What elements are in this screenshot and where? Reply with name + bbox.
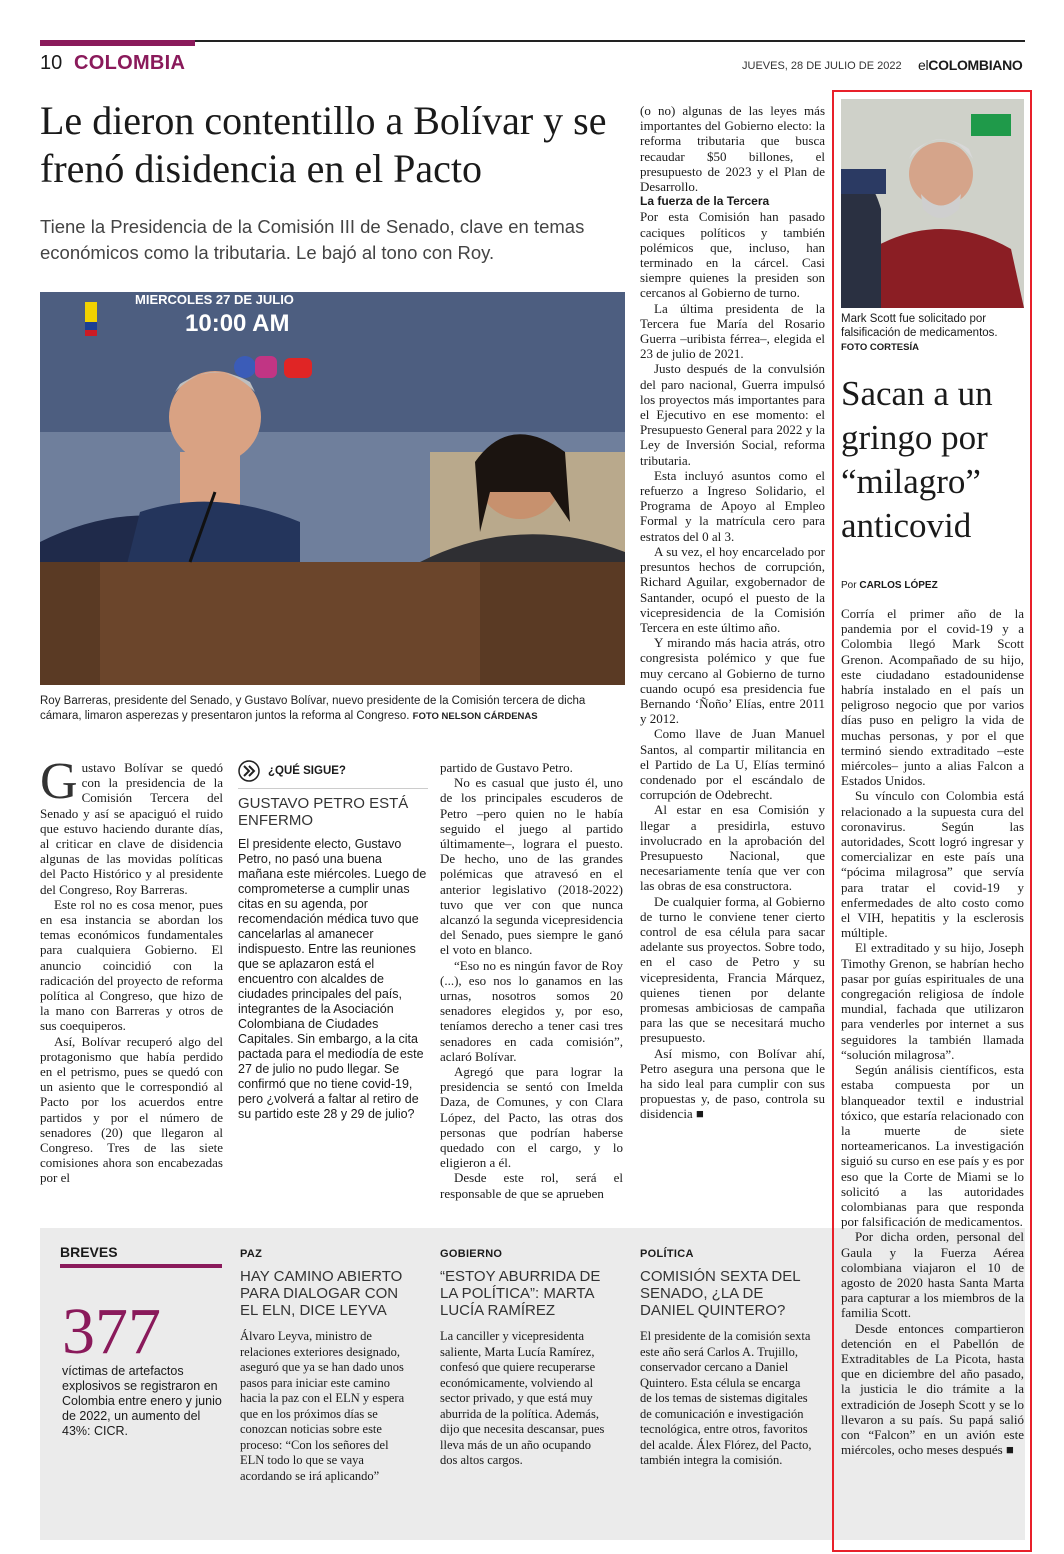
main-photo-caption: Roy Barreras, presidente del Senado, y Gustavo Bolívar, nuevo presidente de la Comisión tercera de dicha cámara, limaron asperezas y presentaron juntos la reforma al Congreso. FOTO NELSON CÁRDENAS — [40, 695, 586, 722]
sidebar-label: ¿QUÉ SIGUE? — [268, 765, 346, 777]
side-headline: Sacan a un gringo por “milagro” anticovid — [841, 374, 993, 545]
breve-paz: PAZ HAY CAMINO ABIERTO PARA DIALOGAR CON EL ELN, DICE LEYVA Álvaro Leyva, ministro de relaciones exteriores designado, aseguró que ya se han dado unos pasos para iniciar este camino hacia la paz con el ELN y espera que en los próximos días se conozcan noticias sobre este proceso: “Con los señores del ELN todo lo que se vaya acordando se irá aplicando” — [240, 1248, 405, 1483]
section-name: COLOMBIA — [74, 52, 186, 74]
breves-big-number-text: víctimas de artefactos explosivos se registraron en Colombia entre enero y junio de 2022, un aumento del 43%: CICR. — [62, 1364, 222, 1438]
photo-illustration — [40, 292, 625, 685]
side-story-body: Corría el primer año de la pandemia por el covid-19 y a Colombia llegó Mark Scott Grenon. Acompañado de su hijo, este ciudadano estadounidense habría instalado en el país un peligroso negocio que por varios días puso en peligro la vida de muchas personas, y por el que terminó siendo extraditado –este miércoles– junto a alias Falcon a Estados Unidos. Su vínculo con Colombia está relacionado a la supuesta cura del coronavirus. Según las autoridades, Scott logró ingresar y comercializar en este país una “pócima milagrosa” que servía para tratar el covid-19 y enfermedades de alto costo como el VIH, hepatitis y la esclerosis múltiple. El extraditado y su hijo, Joseph Timothy Grenon, se habrían hecho pasar por guías espirituales de una congregación religiosa de índole mundial, fachada que utilizaron para venderles por internet a sus seguidores la también llamada “solución milagrosa”. Según análisis científicos, esta estaba compuesta por un blanqueador textil e industrial tóxico, que estaría relacionado con la muerte de siete norteamericanos. La investigación siguió su curso en ese país y es por eso que la Corte de Miami se lo solicitó a las autoridades colombianas para que responda por falsificación de medicamentos. Por dicha orden, personal del Gaula y la Fuerza Aérea colombiana viajaron el 10 de agosto de 2020 hasta Santa Marta para capturar a los miembros de la familia Scott. Desde entonces compartieron detención en el Pabellón de Extraditables de La Picota, hasta que en diciembre del año pasado, la justicia le dio trámite a la extradición de Joseph Scott y se lo llevaron a su país. Su papá salió con “Falcon” en un avión este miércoles, ocho meses después ■ — [841, 606, 1024, 1458]
main-deck: Tiene la Presidencia de la Comisión III de Senado, clave en temas económicos como la tributaria. Le bajó al tono con Roy. — [40, 216, 585, 263]
que-sigue-sidebar — [238, 760, 428, 1122]
col4-subhead: La fuerza de la Tercera — [640, 194, 770, 209]
main-photo — [40, 292, 625, 685]
section-accent-bar — [40, 40, 195, 46]
screen-time-text: 10:00 AM — [185, 310, 290, 337]
breve-politica: POLÍTICA COMISIÓN SEXTA DEL SENADO, ¿LA DE DANIEL QUINTERO? El presidente de la comisión sexta este año será Carlos A. Trujillo, conservador cercano a Daniel Quintero. Esta célula se encarga de los temas de sistemas digitales de comunicación e investigación tecnológica, entre otros, favoritos del acalde. Álex Flórez, del Pacto, también integra la comisión. — [640, 1248, 812, 1467]
main-photo-credit: FOTO NELSON CÁRDENAS — [412, 711, 538, 722]
side-byline: Por CARLOS LÓPEZ — [841, 580, 938, 591]
main-body-column-1: Gustavo Bolívar se quedó con la presidencia de la Comisión Tercera del Senado y así se apaciguó el ruido que estuvo haciendo durante días, al criticar en clave de disidencia algunas de las movidas políticas del Pacto Histórico y al presidente del Congreso, Roy Barreras. Este rol no es cosa menor, pues en esa instancia se abordan los temas económicos fundamentales para cualquiera Gobierno. El anuncio coincidió con la radicación del proyecto de reforma política al Congreso, que hizo de la mano con Barreras y otros de sus coequiperos. Así, Bolívar recuperó algo del protagonismo que había perdido en el petrismo, pues se quedó con un asiento que le correspondió al Pacto por los acuerdos entre partidos y por el número de senadores (20) que llegaron al Congreso. Tres de las siete comisiones ahora son encabezadas por el — [40, 753, 223, 1186]
main-headline: Le dieron contentillo a Bolívar y se frenó disidencia en el Pacto — [40, 98, 607, 191]
side-photo — [841, 99, 1024, 308]
main-body-column-4: (o no) algunas de las leyes más importantes del Gobierno electo: la reforma tributaria que busca recaudar $50 billones, el presupuesto de 2023 y el Plan de Desarrollo. La fuerza de la Tercera Por esta Comisión han pasado caciques políticos y también polémicos que, incluso, han terminado en la cárcel. Casi siempre quienes la presiden son cercanos al Gobierno de turno. La última presidenta de la Tercera fue María del Rosario Guerra –uribista férrea–, elegida el 23 de julio de 2021. Justo después de la convulsión del paro nacional, Guerra impulsó los proyectos más importantes para el Ejecutivo en ese momento: el Presupuesto General para 2022 y la Ley de Inversión Social, reforma tributaria. Esta incluyó asuntos como el refuerzo a Ingreso Solidario, el Programa de Apoyo al Empleo Formal y la matrícula cero para estratos del 0 al 3. A su vez, el hoy encarcelado por presuntos hechos de corrupción, Richard Aguilar, exgobernador de Santander, ocupó el puesto de la vicepresidencia de la Comisión Tercera en este último año. Y mirando más hacia atrás, otro congresista polémico y que fue muy cercano al Gobierno de turno cuando ocupó esa presidencia fue Bernando ‘Ñoño’ Elías, entre 2011 y 2012. Como llave de Juan Manuel Santos, al compartir militancia en el Partido de La U, Elías terminó condenado por el escándalo de corrupción de Odebrecht. Al estar en esa Comisión y llegar a presidirla, estuvo involucrado en la aprobación del Presupuesto Nacional, que necesariamente tenía que ver con las obras de esa constructora. De cualquier forma, al Gobierno de turno le conviene tener cierto control de esa célula para sacar adelante sus proyectos. Sobre todo, en el caso de Petro y su vicepresidenta, Francia Márquez, quienes tienen por delante promesas ambiciosas de campaña para las que se necesitará mucho presupuesto. Así mismo, con Bolívar ahí, Petro asegura una persona que le ha sido leal para cumplir con sus propuestas y, de paso, controla su disidencia ■ — [640, 103, 825, 1122]
side-photo-credit: FOTO CORTESÍA — [841, 342, 919, 353]
breves-accent — [60, 1264, 222, 1268]
newspaper-logo: elCOLOMBIANO — [918, 57, 1023, 73]
screen-date-text: MIERCOLES 27 DE JULIO — [135, 292, 294, 307]
breves-label: BREVES — [60, 1244, 118, 1260]
main-body-column-3: partido de Gustavo Petro. No es casual que justo él, uno de los principales escuderos de Petro –pero quien no le había seguido el juego al partido últimamente–, lograra el puesto. De hecho, uno de las grandes polémicas que atravesó en el anterior legislativo (2018-2022) tuvo que ver con que nunca alcanzó la segunda vicepresidencia del Senado, pues siempre le ganó el voto en blanco. “Eso no es ningún favor de Roy (...), eso nos lo ganamos en las urnas, nosotros somos 20 senadores elegidos y, por eso, teníamos derecho a tener casi tres senadores en cada comisión”, aclaró Bolívar. Agregó que para lograr la presidencia se sentó con Imelda Daza, de Comunes, y con Clara López, del Pacto, las otras dos personas que podrían haberse quedado con el cargo, y lo eligieron a él. Desde este rol, será el responsable de que se aprueben — [440, 760, 623, 1201]
page-number: 10 — [40, 52, 63, 74]
drop-cap: G — [40, 753, 78, 810]
breves-big-number: 377 — [62, 1295, 161, 1368]
side-photo-caption: Mark Scott fue solicitado por falsificación de medicamentos. FOTO CORTESÍA — [841, 313, 998, 353]
double-chevron-icon — [238, 760, 260, 782]
issue-date: JUEVES, 28 DE JULIO DE 2022 — [742, 60, 902, 72]
sidebar-headline: GUSTAVO PETRO ESTÁ ENFERMO — [238, 788, 428, 829]
side-photo-illustration — [841, 99, 1024, 308]
breve-gobierno: GOBIERNO “ESTOY ABURRIDA DE LA POLÍTICA”: MARTA LUCÍA RAMÍREZ La canciller y vicepresidenta saliente, Marta Lucía Ramírez, confesó que quiere recuperarse económicamente, volviendo al sector privado, y que está muy aburrida de la política. Además, dijo que necesita descansar, pues lleva más de un año ocupando dos altos cargos. — [440, 1248, 605, 1467]
sidebar-body: El presidente electo, Gustavo Petro, no pasó una buena mañana este miércoles. Luego de comprometerse a cumplir unas citas en su agenda, por recomendación médica tuvo que cancelarlas al amanecer indispuesto. Entre las reuniones que se aplazaron está el encuentro con alcaldes de ciudades principales del país, integrantes de la Asociación Colombiana de Ciudades Capitales. Sin embargo, a la cita pactada para el mediodía de este 27 de julio no pudo llegar. Se confirmó que no tiene covid-19, pero ¿volverá a faltar al retiro de su partido este 28 y 29 de julio? — [238, 837, 427, 1121]
